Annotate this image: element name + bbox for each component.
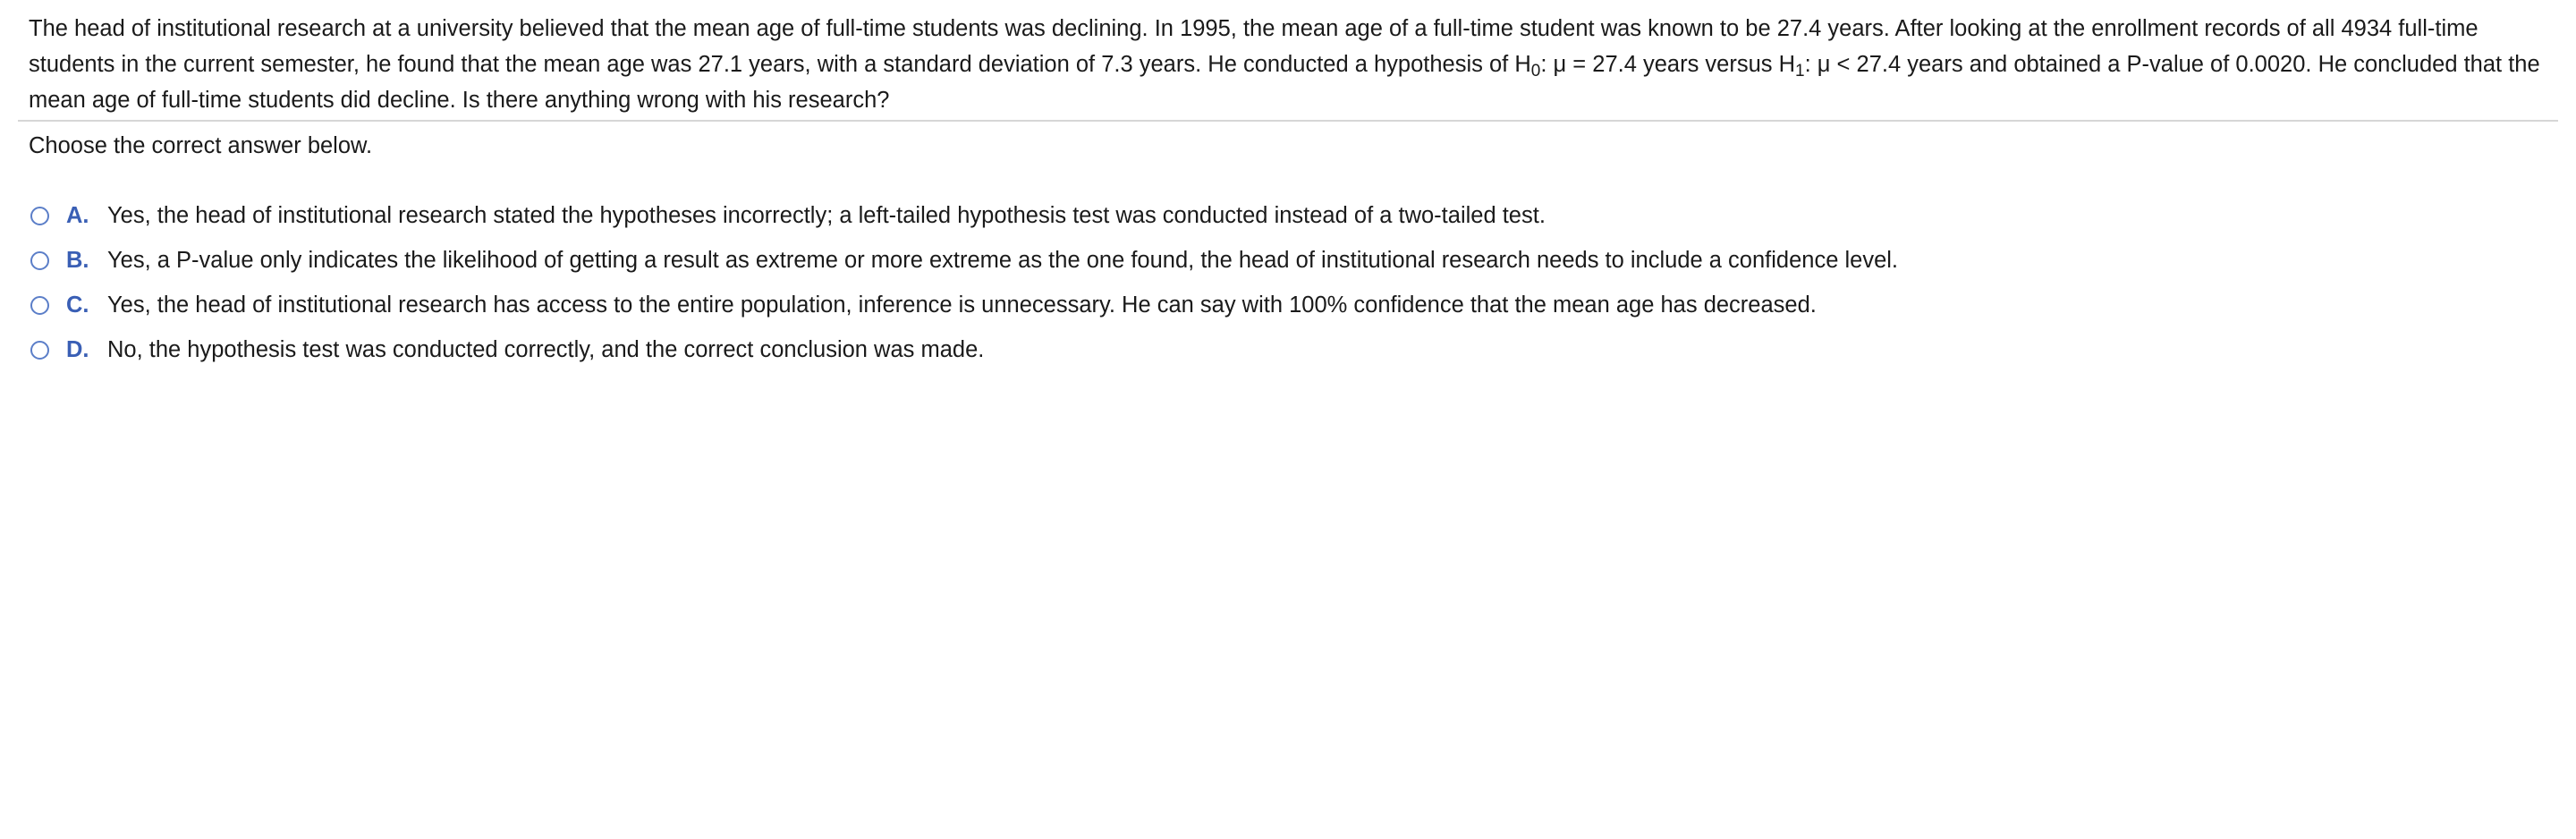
h1-subscript: 1 [1795, 62, 1805, 81]
option-a-radio-icon[interactable] [30, 207, 49, 225]
question-text [29, 11, 2551, 118]
option-b-text[interactable]: Yes, a P-value only indicates the likelihood of getting a result as extreme or more extreme as the one found, the head of institutional research needs to include a confidence level. [107, 247, 1899, 273]
option-a-text[interactable]: Yes, the head of institutional research stated the hypotheses incorrectly; a left-tailed hypothesis test was conducted instead of a two-tailed test. [107, 202, 1546, 228]
question-part-2: : μ = 27.4 years versus H [1540, 52, 1796, 77]
option-c-text[interactable]: Yes, the head of institutional research has access to the entire population, inference is unnecessary. He can say with 100% confidence that the mean age has decreased. [107, 292, 1817, 318]
option-d-radio-icon[interactable] [30, 341, 49, 360]
option-b[interactable] [30, 245, 2553, 275]
answer-options [30, 200, 2553, 379]
h0-subscript: 0 [1530, 62, 1541, 81]
option-a-letter: A. [66, 202, 89, 228]
option-c[interactable] [30, 290, 2553, 320]
option-b-radio-icon[interactable] [30, 251, 49, 270]
divider [18, 120, 2558, 122]
option-a[interactable] [30, 200, 2553, 231]
question-part-3: : μ < 27.4 years and obtained a P-value of 0.0020. He concluded that the mean age of full-time students did decline. Is there anything wrong with his research? [29, 52, 2540, 113]
option-c-letter: C. [66, 292, 89, 318]
instruction-text: Choose the correct answer below. [29, 133, 373, 158]
option-d-letter: D. [66, 336, 89, 362]
option-c-radio-icon[interactable] [30, 296, 49, 315]
option-b-letter: B. [66, 247, 89, 273]
option-d[interactable] [30, 335, 2553, 365]
question-part-1: The head of institutional research at a university believed that the mean age of full-time students was declining. In 1995, the mean age of a full-time student was known to be 27.4 years. After looking at the enrollment records of all 4934 full-time students in the current semester, he found that the mean age was 27.1 years, with a standard deviation of 7.3 years. He conducted a hypothesis of H [29, 16, 2479, 77]
option-d-text[interactable]: No, the hypothesis test was conducted correctly, and the correct conclusion was made. [107, 336, 985, 362]
